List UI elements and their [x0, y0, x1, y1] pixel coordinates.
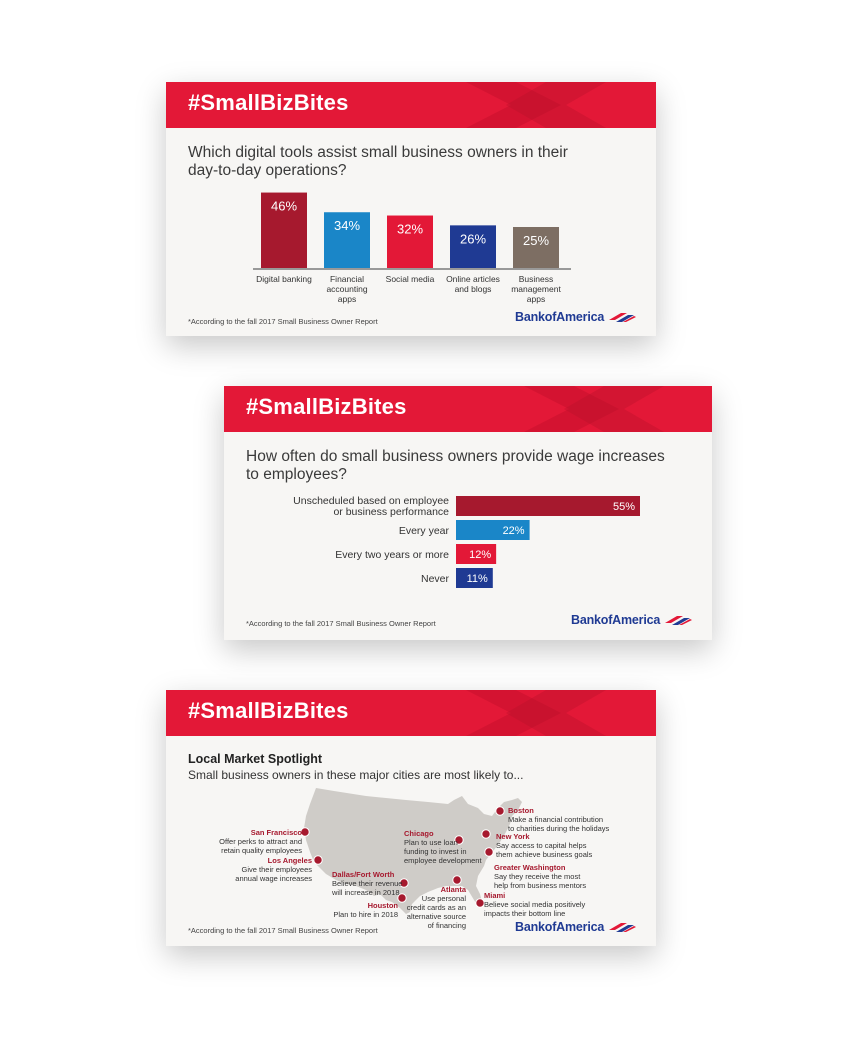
- bar-value-label: 55%: [612, 501, 635, 513]
- question-line-2: to employees?: [246, 466, 347, 483]
- city-chicago: [404, 829, 494, 865]
- category-label: Social media: [385, 274, 435, 284]
- hashtag-title: #SmallBizBites: [246, 394, 407, 419]
- city-miami: [484, 891, 614, 918]
- category-label: and blogs: [454, 284, 492, 294]
- city-text: to charities during the holidays: [508, 824, 610, 833]
- category-label: Never: [420, 573, 449, 585]
- city-text: Say they receive the most: [494, 872, 581, 881]
- hashtag-title: #SmallBizBites: [188, 698, 349, 723]
- logo-wordmark: BankofAmerica: [515, 310, 605, 324]
- bar-value-label: 12%: [469, 549, 492, 561]
- bar-value-label: 34%: [333, 218, 361, 234]
- question: [246, 448, 665, 484]
- bank-of-america-logo: [515, 920, 637, 934]
- category-label: apps: [337, 294, 357, 304]
- category-label: or business performance: [333, 506, 449, 518]
- city-atlanta: [404, 885, 466, 930]
- logo-wordmark: BankofAmerica: [515, 920, 605, 934]
- city-name: Boston: [508, 806, 534, 815]
- city-text: Plan to use loan: [404, 838, 458, 847]
- footnote: *According to the fall 2017 Small Business Owner Report: [246, 619, 436, 628]
- city-new-york: [496, 832, 626, 859]
- city-text: them achieve business goals: [496, 850, 593, 859]
- city-marker-1: [314, 856, 322, 864]
- city-name: Chicago: [404, 829, 434, 838]
- spotlight-subtitle: Small business owners in these major cities are most likely to...: [188, 768, 524, 782]
- city-text: Make a financial contribution: [508, 815, 604, 824]
- bar-value-label: 11%: [466, 573, 488, 585]
- card-wage-increases: [224, 386, 712, 640]
- question-line-1: How often do small business owners provide wage increases: [246, 448, 665, 465]
- city-text: Believe social media positively: [484, 900, 586, 909]
- city-name: New York: [496, 832, 530, 841]
- bar-value-label: 26%: [459, 231, 487, 247]
- flag-icon: [607, 311, 637, 323]
- city-marker-5: [453, 876, 461, 884]
- bank-of-america-logo: [515, 310, 637, 324]
- city-text: retain quality employees: [221, 846, 302, 855]
- city-text: Give their employees: [241, 865, 312, 874]
- city-marker-0: [301, 828, 309, 836]
- city-text: help from business mentors: [494, 881, 587, 890]
- category-label: Every year: [398, 525, 449, 537]
- flag-icon: [663, 614, 693, 626]
- city-text: impacts their bottom line: [484, 909, 566, 918]
- city-houston: [316, 901, 398, 919]
- city-boston: [508, 806, 638, 833]
- city-name: Greater Washington: [494, 863, 566, 872]
- city-text: will increase in 2018: [332, 888, 400, 897]
- logo-wordmark: BankofAmerica: [571, 613, 661, 627]
- spotlight-title: Local Market Spotlight: [188, 752, 323, 766]
- footnote: *According to the fall 2017 Small Business Owner Report: [188, 926, 378, 935]
- category-label: Digital banking: [256, 274, 312, 284]
- city-text: Believe their revenue: [332, 879, 403, 888]
- bar-value-label: 32%: [396, 221, 424, 237]
- city-greater-washington: [494, 863, 624, 890]
- question-line-1: Which digital tools assist small business owners in their: [188, 144, 568, 161]
- bar-value-label: 22%: [502, 525, 525, 537]
- city-marker-9: [476, 899, 484, 907]
- city-text: funding to invest in: [404, 847, 467, 856]
- city-name: Dallas/Fort Worth: [332, 870, 395, 879]
- city-text: alternative source: [406, 912, 466, 921]
- category-label: apps: [526, 294, 546, 304]
- city-marker-6: [496, 807, 504, 815]
- bank-of-america-logo: [571, 613, 693, 627]
- city-san-francisco: [218, 828, 302, 855]
- city-los-angeles: [224, 856, 312, 883]
- city-name: Miami: [484, 891, 506, 900]
- hashtag-title: #SmallBizBites: [188, 90, 349, 115]
- city-text: credit cards as an: [406, 903, 466, 912]
- category-label: accounting: [326, 284, 368, 294]
- city-text: Plan to hire in 2018: [333, 910, 398, 919]
- category-label: Unscheduled based on employee: [293, 495, 449, 507]
- city-text: Say access to capital helps: [496, 841, 587, 850]
- city-name: Los Angeles: [267, 856, 312, 865]
- city-name: San Francisco: [250, 828, 302, 837]
- digital-tools-bar-chart: [166, 182, 656, 322]
- city-text: employee development: [404, 856, 482, 865]
- category-label: management: [511, 284, 561, 294]
- city-text: of financing: [427, 921, 466, 930]
- banner: [166, 82, 656, 128]
- category-label: Financial: [329, 274, 365, 284]
- category-label: Business: [518, 274, 554, 284]
- bar-value-label: 25%: [522, 233, 550, 248]
- question-line-2: day-to-day operations?: [188, 162, 347, 179]
- city-text: Offer perks to attract and: [219, 837, 302, 846]
- card-digital-tools: [166, 82, 656, 336]
- footnote: *According to the fall 2017 Small Business Owner Report: [188, 317, 378, 326]
- wage-increase-bar-chart: [224, 490, 712, 600]
- city-name: Houston: [367, 901, 398, 910]
- banner: [224, 386, 712, 432]
- question: [188, 144, 568, 180]
- card-local-market: [166, 690, 656, 946]
- city-text: Use personal: [421, 894, 466, 903]
- bar-value-label: 46%: [270, 198, 298, 214]
- flag-icon: [607, 921, 637, 933]
- category-label: Online articles: [446, 274, 500, 284]
- city-text: annual wage increases: [235, 874, 312, 883]
- category-label: Every two years or more: [335, 549, 449, 561]
- city-name: Atlanta: [440, 885, 466, 894]
